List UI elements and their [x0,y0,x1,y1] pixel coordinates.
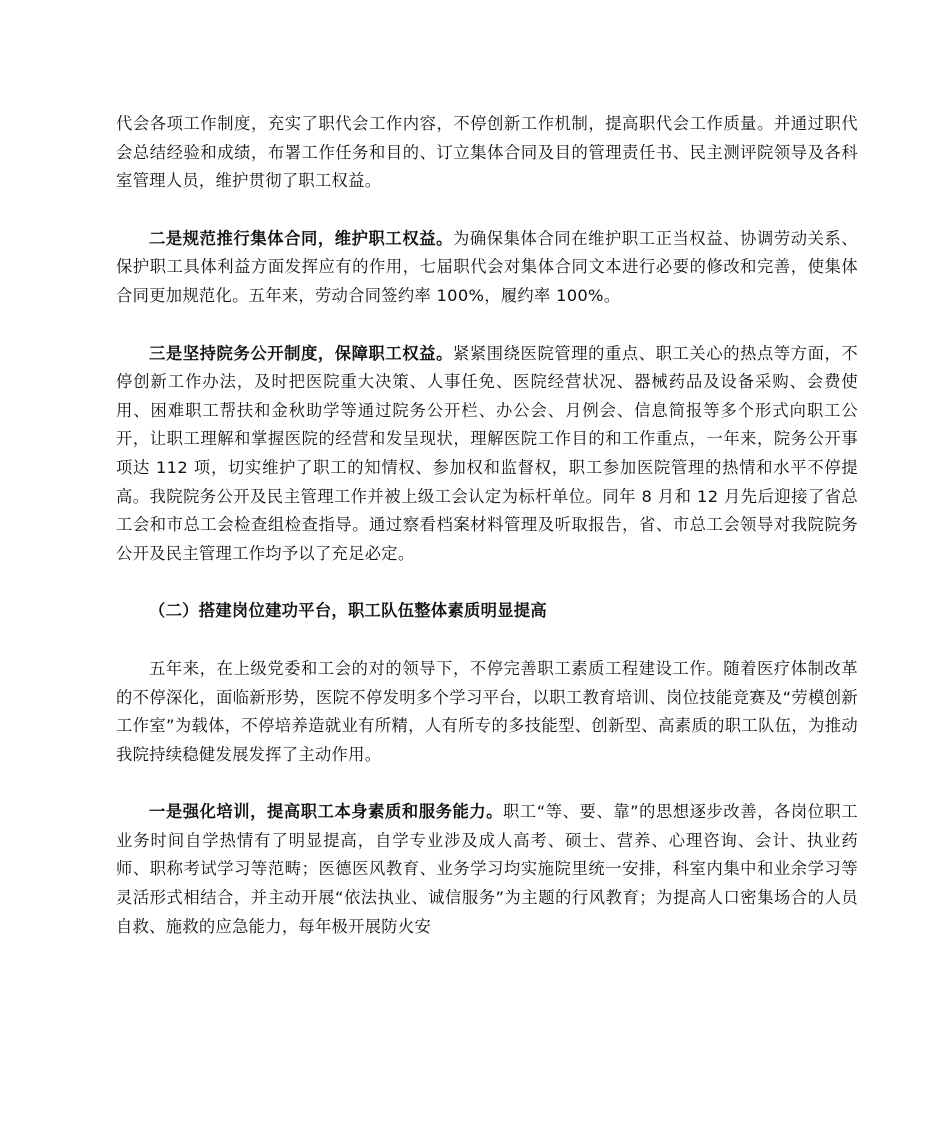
paragraph-lead-bold: 一是强化培训，提高职工本身素质和服务能力。 [149,802,504,822]
paragraph-five-years [116,655,858,769]
paragraph-continuation [116,110,858,196]
paragraph-affairs-disclosure [116,340,858,569]
paragraph-text: 职工“等、要、靠”的思想逐步改善，各岗位职工业务时间自学热情有了明显提高，自学专业涉及成人高考、硕士、营养、心理咨询、会计、执业药师、职称考试学习等范畴；医德医风教育、业务学习均实施院里统一安排，科室内集中和业余学习等灵活形式相结合，并主动开展“依法执业、诚信服务”为主题的行风教育；为提高人口密集场合的人员自救、施救的应急能力，每年极开展防火安 [116,802,858,936]
paragraph-gap [116,769,858,798]
paragraph-text: 紧紧围绕医院管理的重点、职工关心的热点等方面，不停创新工作办法，及时把医院重大决策、人事任免、医院经营状况、器械药品及设备采购、会费使用、困难职工帮扶和金秋助学等通过院务公开栏、办公会、月例会、信息简报等多个形式向职工公开，让职工理解和掌握医院的经营和发呈现状，理解医院工作目的和工作重点，一年来，院务公开事项达 112 项，切实维护了职工的知情权、参加权和监督权，职工参加医院管理的热情和水平不停提高。我院院务公开及民主管理工作并被上级工会认定为标杆单位。同年 8 月和 12 月先后迎接了省总工会和市总工会检查组检查指导。通过察看档案材料管理及听取报告，省、市总工会领导对我院院务公开及民主管理工作均予以了充足必定。 [116,343,859,563]
paragraph-text: 代会各项工作制度，充实了职代会工作内容，不停创新工作机制，提高职代会工作质量。并通过职代会总结经验和成绩，布署工作任务和目的、订立集体合同及目的管理责任书、民主测评院领导及各科室管理人员，维护贯彻了职工权益。 [116,114,858,191]
document-page [116,110,858,941]
paragraph-gap [116,311,858,340]
section-heading: （二）搭建岗位建功平台，职工队伍整体素质明显提高 [149,601,547,621]
paragraph-gap [116,196,858,225]
paragraph-training [116,798,858,941]
paragraph-gap [116,568,858,597]
paragraph-collective-contract [116,225,858,311]
paragraph-text: 五年来，在上级党委和工会的对的领导下，不停完善职工素质工程建设工作。随着医疗体制改革的不停深化，面临新形势，医院不停发明多个学习平台，以职工教育培训、岗位技能竞赛及“劳模创新工作室”为载体，不停培养造就业有所精，人有所专的多技能型、创新型、高素质的职工队伍，为推动我院持续稳健发展发挥了主动作用。 [116,658,858,764]
paragraph-lead-bold: 二是规范推行集体合同，维护职工权益。 [149,228,453,248]
paragraph-lead-bold: 三是坚持院务公开制度，保障职工权益。 [149,343,453,363]
paragraph-gap [116,626,858,655]
paragraph-text: 为确保集体合同在维护职工正当权益、协调劳动关系、保护职工具体利益方面发挥应有的作用，七届职代会对集体合同文本进行必要的修改和完善，使集体合同更加规范化。五年来，劳动合同签约率 100%，履约率 100%。 [116,228,859,305]
